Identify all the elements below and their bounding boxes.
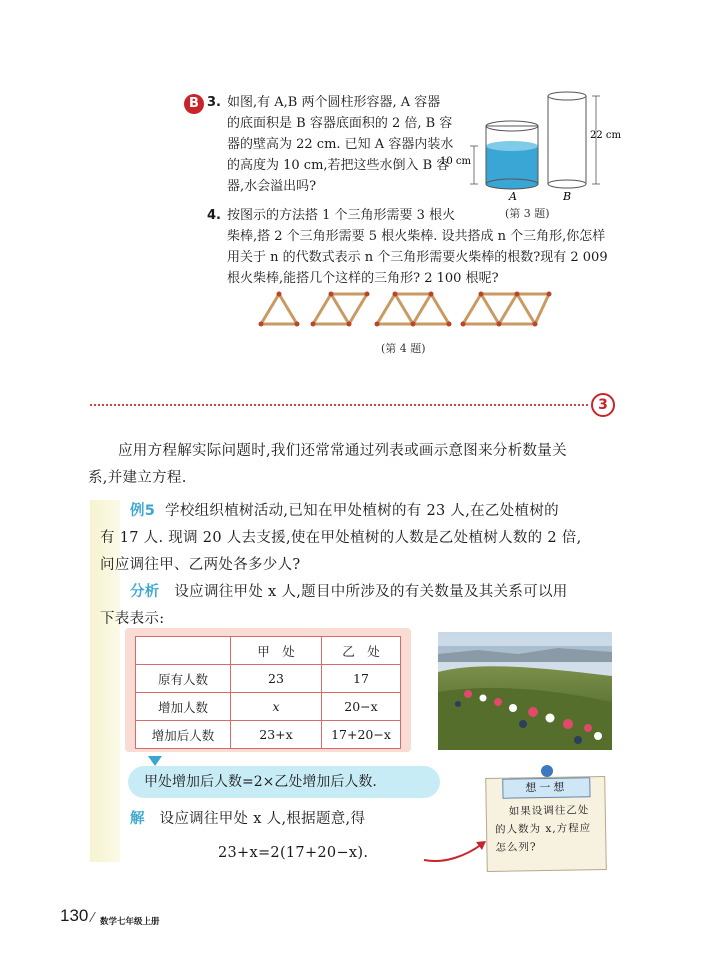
difficulty-badge-b: B — [184, 94, 204, 114]
page-number: 130 — [60, 906, 89, 925]
table-row — [136, 693, 401, 721]
q4-line: 用关于 n 的代数式表示 n 个三角形需要火柴棒的根数?现有 2 009 — [227, 250, 608, 265]
matchstick-figure — [255, 286, 555, 332]
q3-line: 如图,有 A,B 两个圆柱形容器, A 容器 — [227, 95, 441, 110]
q3-line: 器的壁高为 22 cm. 已知 A 容器内装水 — [227, 137, 454, 152]
q4-line: 根火柴棒,能搭几个这样的三角形? 2 100 根呢? — [227, 271, 499, 286]
q4-caption: (第 4 题) — [381, 342, 426, 355]
think-title: 想一想 — [502, 777, 590, 799]
q4-line: 柴棒,搭 2 个三角形需要 5 根火柴棒. 设共搭成 n 个三角形,你怎样 — [227, 229, 606, 244]
example-line: 学校组织植树活动,已知在甲处植树的有 23 人,在乙处植树的 — [165, 503, 559, 519]
q4-text — [227, 205, 627, 289]
table-row — [136, 665, 401, 693]
analysis-line: 设应调往甲处 x 人,题目中所涉及的有关数量及其关系可以用 — [174, 584, 568, 600]
q3-number: 3. — [207, 95, 221, 110]
section-number-badge: 3 — [591, 393, 615, 417]
equation-callout: 甲处增加后人数=2×乙处增加后人数. — [128, 766, 440, 798]
section-divider — [90, 404, 588, 406]
cylinder-a — [486, 121, 538, 189]
analysis-line: 下表表示: — [100, 611, 165, 627]
table-cell: 20−x — [322, 693, 401, 721]
table-cell: 增加人数 — [136, 693, 231, 721]
callout-pointer — [148, 756, 162, 766]
table-card — [125, 628, 411, 752]
q3-line: 的底面积是 B 容器底面积的 2 倍, B 容 — [227, 116, 453, 131]
think-box — [485, 776, 607, 872]
table-cell: 增加后人数 — [136, 721, 231, 749]
cylinder-b — [548, 92, 586, 188]
example-5 — [90, 498, 620, 633]
intro-paragraph — [88, 438, 618, 492]
solution-label: 解 — [130, 811, 145, 827]
matchstick-triangle-4 — [461, 292, 552, 327]
q3-caption: (第 3 题) — [505, 207, 550, 220]
q3-line: 器,水会溢出吗? — [227, 179, 317, 194]
solution-equation: 23+x=2(17+20−x). — [218, 845, 369, 861]
solution — [130, 806, 365, 833]
example-line: 有 17 人. 现调 20 人去支援,使在甲处植树的人数是乙处植树人数的 2 倍, — [100, 530, 582, 546]
tree-planting-photo — [438, 632, 612, 750]
dim-water-a: 10 cm — [440, 156, 471, 167]
matchstick-triangle-3 — [375, 292, 452, 327]
q4-number: 4. — [207, 208, 221, 223]
analysis-label: 分析 — [130, 584, 160, 600]
q4-line: 按图示的方法搭 1 个三角形需要 3 根火 — [227, 208, 456, 223]
pin-icon — [541, 765, 553, 777]
label-a: A — [509, 190, 517, 203]
table-cell: 23+x — [231, 721, 322, 749]
table-header-cell — [136, 637, 231, 665]
data-table — [135, 636, 401, 749]
example-label: 例5 — [130, 503, 156, 519]
intro-line: 应用方程解实际问题时,我们还常常通过列表或画示意图来分析数量关 — [118, 443, 567, 459]
table-cell: 23 — [231, 665, 322, 693]
dim-height-b: 22 cm — [590, 130, 621, 141]
arrow-icon — [420, 836, 492, 866]
q3-line: 的高度为 10 cm,若把这些水倒入 B 容 — [227, 158, 450, 173]
example-line: 问应调往甲、乙两处各多少人? — [100, 557, 301, 573]
intro-line: 系,并建立方程. — [88, 470, 187, 486]
table-header-cell: 乙 处 — [322, 637, 401, 665]
footer-divider — [89, 912, 96, 922]
think-line: 如果设调往乙处 — [508, 804, 590, 818]
matchstick-triangle-1 — [259, 292, 300, 327]
solution-text: 设应调往甲处 x 人,根据题意,得 — [159, 811, 366, 827]
table-cell: 17+20−x — [322, 721, 401, 749]
table-row — [136, 721, 401, 749]
table-cell: 原有人数 — [136, 665, 231, 693]
think-line: 怎么列? — [495, 841, 537, 854]
matchstick-triangle-2 — [311, 292, 370, 327]
think-line: 的人数为 x,方程应 — [494, 822, 592, 836]
table-header-row — [136, 637, 401, 665]
table-cell: 17 — [322, 665, 401, 693]
book-title: 数学七年级上册 — [100, 917, 160, 927]
table-cell: x — [231, 693, 322, 721]
table-header-cell: 甲 处 — [231, 637, 322, 665]
label-b: B — [563, 190, 572, 203]
think-body — [495, 801, 600, 857]
